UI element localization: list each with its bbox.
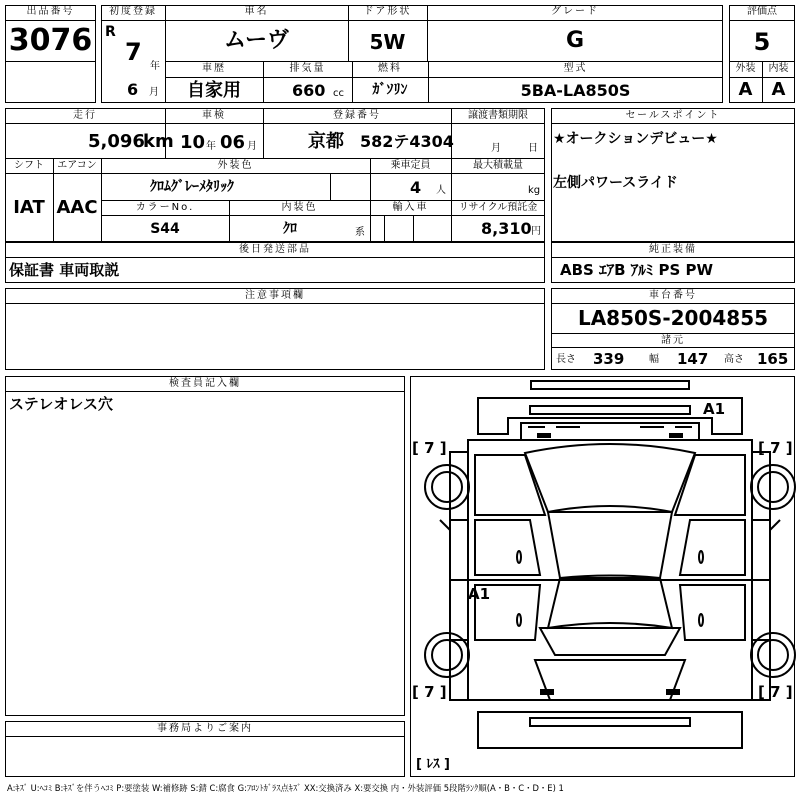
length-label: 長さ — [556, 354, 576, 365]
era: R — [105, 24, 116, 40]
door-label: ドア形状 — [363, 6, 412, 17]
int-color-label: 内装色 — [281, 202, 318, 213]
exterior-grade: A — [738, 79, 753, 100]
reg-number: 582テ4304 — [360, 132, 454, 151]
mileage-label: 走行 — [73, 110, 97, 121]
interior-grade: A — [771, 79, 786, 100]
damage-mark-side: A1 — [468, 585, 491, 603]
inspection-month-unit: 月 — [247, 141, 257, 152]
transfer-label: 譲渡書類期限 — [468, 110, 528, 121]
interior-label: 内装 — [768, 63, 789, 74]
int-color-unit: 系 — [355, 227, 365, 238]
length-value: 339 — [593, 350, 625, 368]
reg-area: 京都 — [308, 131, 344, 152]
color-no: S44 — [150, 221, 180, 237]
ext-color: ｸﾛﾑｸﾞﾚｰﾒﾀﾘｯｸ — [150, 179, 234, 195]
import-label: 輸入車 — [392, 202, 429, 213]
width-value: 147 — [677, 350, 709, 368]
mileage: 5,096 — [88, 131, 145, 152]
recycle-label: リサイクル預託金 — [458, 202, 538, 213]
legend: A:ｷｽﾞ U:ﾍｺﾐ B:ｷｽﾞを伴うﾍｺﾐ P:要塗装 W:補修跡 S:錆 C:腐食 G:ﾌﾛﾝﾄｶﾞﾗｽ点ｷｽﾞ XX:交換済み X:要交換 内・外装評価 5段階ﾗﾝｸ順(A・B・C・D・E) 1 — [7, 783, 564, 793]
grade: G — [565, 28, 585, 53]
tire-front-right: [ 7 ] — [758, 439, 793, 457]
aircon: AAC — [56, 197, 98, 218]
max-load-label: 最大積載量 — [473, 160, 523, 171]
inspection-year-unit: 年 — [206, 141, 216, 152]
transfer-month-unit: 月 — [491, 143, 501, 154]
chassis-label: 車台番号 — [649, 290, 697, 301]
mileage-unit: km — [143, 131, 174, 152]
fuel: ｶﾞｿﾘﾝ — [372, 82, 408, 98]
inspection-year: 10 — [180, 132, 206, 153]
shift: IAT — [13, 197, 45, 218]
height-label: 高さ — [724, 354, 744, 365]
capacity-label: 乗車定員 — [390, 160, 431, 171]
shift-label: シフト — [14, 160, 44, 171]
tire-rear-left: [ 7 ] — [412, 683, 447, 701]
height-value: 165 — [757, 350, 789, 368]
notes-label: 注意事項欄 — [245, 290, 305, 301]
recycle-fee: 8,310 — [481, 219, 532, 238]
sales-point-2: 左側パワースライド — [553, 175, 678, 191]
aircon-label: エアコン — [57, 160, 97, 171]
first-reg-month-unit: 月 — [149, 87, 159, 98]
exterior-label: 外装 — [735, 63, 756, 74]
max-load-unit: kg — [528, 185, 541, 196]
capacity-unit: 人 — [436, 185, 446, 196]
later-parts-value: 保証書 車両取説 — [9, 261, 120, 279]
spare-tire: [ ﾚｽ ] — [416, 757, 450, 772]
genuine-value: ABS ｴｱB ｱﾙﾐ PS PW — [560, 261, 714, 279]
score-label: 評価点 — [747, 6, 777, 17]
lot-number-label: 出品番号 — [26, 6, 75, 17]
later-parts-label: 後日発送部品 — [239, 244, 311, 255]
first-reg-label: 初度登録 — [109, 6, 157, 17]
inspector-label: 検査員記入欄 — [169, 378, 241, 389]
car-name: ムーヴ — [224, 28, 289, 53]
damage-mark-front: A1 — [703, 400, 726, 418]
inspector-note: ステレオレス穴 — [9, 395, 113, 413]
fuel-label: 燃料 — [378, 63, 402, 74]
reg-no-label: 登録番号 — [333, 110, 381, 121]
tire-front-left: [ 7 ] — [412, 439, 447, 457]
transfer-day-unit: 日 — [528, 143, 538, 154]
sales-points-label: セールスポイント — [625, 110, 721, 121]
sales-point-1: ★オークションデビュー★ — [553, 131, 718, 147]
model: 5BA-LA850S — [520, 81, 631, 100]
width-label: 幅 — [649, 354, 659, 365]
displacement-unit: cc — [333, 88, 344, 99]
lot-number: 3076 — [8, 23, 93, 58]
model-label: 型式 — [563, 63, 588, 74]
first-reg-year: 7 — [125, 38, 142, 66]
score: 5 — [753, 28, 771, 56]
first-reg-year-unit: 年 — [150, 61, 160, 72]
displacement: 660 — [292, 81, 326, 100]
history-label: 車歴 — [202, 63, 226, 74]
grade-label: グレード — [551, 6, 599, 17]
door-type: 5W — [369, 30, 406, 54]
recycle-unit: 円 — [531, 226, 541, 237]
specs-label: 諸元 — [661, 335, 685, 346]
inspection-label: 車検 — [202, 110, 226, 121]
int-color: ｸﾛ — [283, 221, 297, 237]
inspection-month: 06 — [220, 132, 246, 153]
color-no-label: カラーNo. — [135, 202, 195, 213]
capacity: 4 — [410, 178, 422, 197]
chassis-number: LA850S-2004855 — [577, 306, 769, 330]
history: 自家用 — [187, 80, 241, 101]
office-label: 事務局よりご案内 — [157, 723, 253, 734]
ext-color-label: 外装色 — [217, 160, 254, 171]
first-reg-month: 6 — [127, 80, 139, 99]
car-name-label: 車名 — [244, 6, 269, 17]
displacement-label: 排気量 — [289, 63, 326, 74]
tire-rear-right: [ 7 ] — [758, 683, 793, 701]
genuine-label: 純正装備 — [649, 244, 697, 255]
